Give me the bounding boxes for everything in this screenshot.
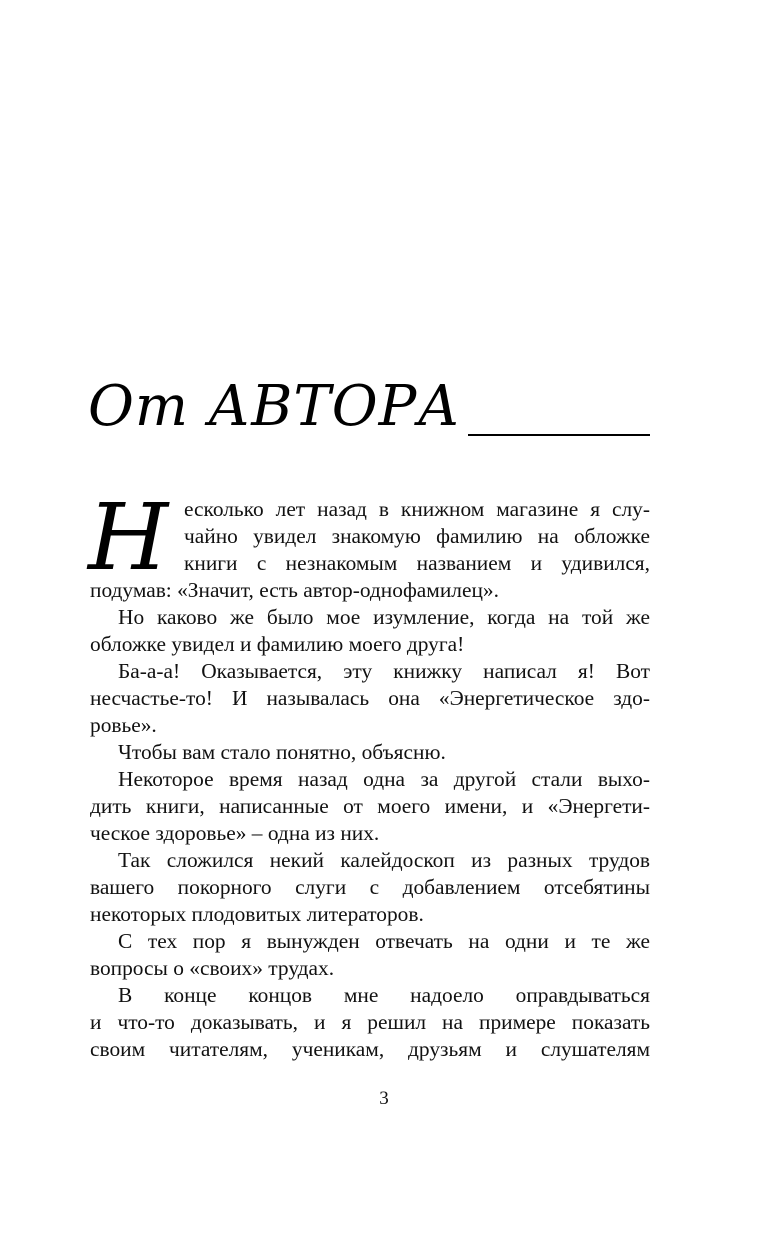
paragraph-3 [90, 658, 650, 739]
text-line: вашего покорного слуги с добавлением отсебятины [90, 875, 650, 899]
paragraph-2 [90, 604, 650, 658]
chapter-heading: От АВТОРА [88, 374, 461, 439]
text-line: ческое здоровье» – одна из них. [90, 821, 380, 845]
text-line: некоторых плодовитых литераторов. [90, 902, 424, 926]
text-line: обложке увидел и фамилию моего друга! [90, 632, 465, 656]
paragraph-1 [88, 484, 650, 604]
text-line: Так сложился некий калейдоскоп из разных трудов [118, 848, 650, 872]
paragraph-8 [90, 982, 650, 1063]
text-line: книги с незнакомым названием и удивился, [184, 551, 650, 575]
text-line: В конце концов мне надоело оправдываться [118, 983, 650, 1007]
text-line: Некоторое время назад одна за другой стали выхо- [118, 767, 650, 791]
text-line: Чтобы вам стало понятно, объясню. [118, 740, 446, 764]
text-line: Но каково же было мое изумление, когда на той же [118, 605, 650, 629]
text-line: чайно увидел знакомую фамилию на обложке [184, 524, 650, 548]
paragraph-7 [90, 928, 650, 982]
text-line: есколько лет назад в книжном магазине я слу- [184, 497, 650, 521]
heading-underline [468, 434, 650, 436]
paragraph-6 [90, 847, 650, 928]
text-line: дить книги, написанные от моего имени, и «Энергети- [90, 794, 650, 818]
text-line: своим читателям, ученикам, друзьям и слушателям [90, 1037, 650, 1061]
text-line: С тех пор я вынужден отвечать на одни и те же [118, 929, 650, 953]
drop-cap-letter: Н [88, 484, 169, 591]
paragraph-5 [90, 766, 650, 847]
text-line: Ба-а-а! Оказывается, эту книжку написал я! Вот [118, 659, 650, 683]
text-line: подумав: «Значит, есть автор-однофамилец». [90, 578, 499, 602]
body-text [88, 484, 650, 1063]
text-line: и что-то доказывать, и я решил на примере показать [90, 1010, 650, 1034]
text-line: вопросы о «своих» трудах. [90, 956, 335, 980]
text-line: несчастье-то! И называлась она «Энергетическое здо- [90, 686, 650, 710]
page-number: 3 [379, 1088, 389, 1109]
paragraph-4 [90, 739, 650, 766]
text-line: ровье». [90, 713, 157, 737]
